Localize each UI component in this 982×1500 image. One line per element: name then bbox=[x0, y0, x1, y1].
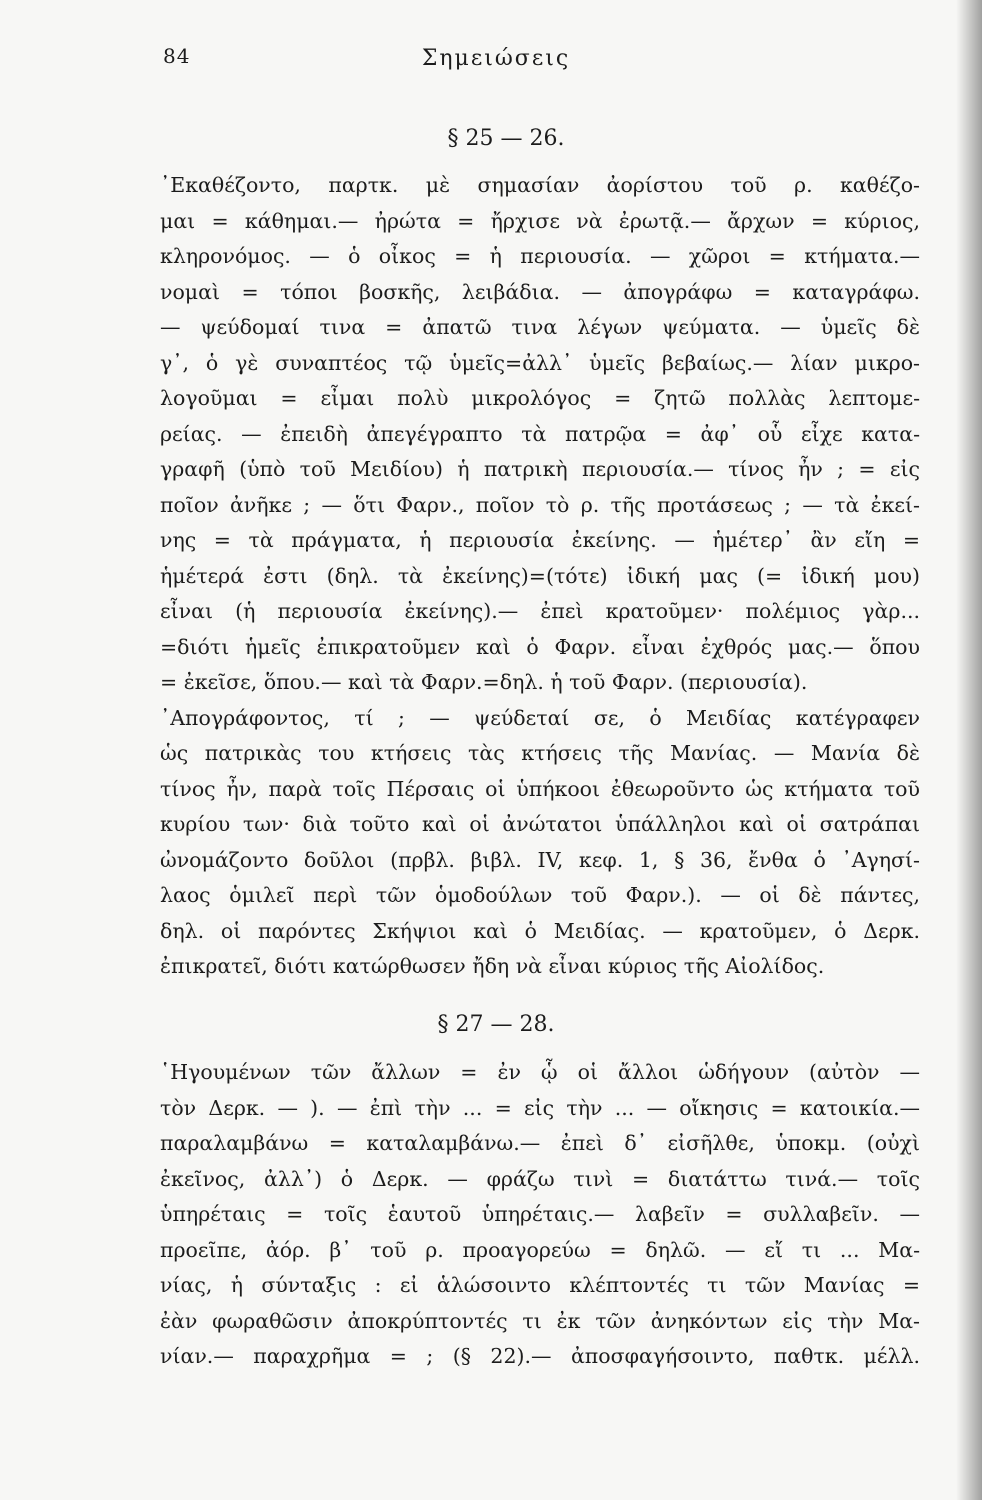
text-line: γ᾽, ὁ γὲ συναπτέος τῷ ὑμεῖς=ἀλλ᾽ ὑμεῖς βεβαίως.— λίαν μικρο- bbox=[160, 350, 920, 375]
notes-block-25-26 bbox=[160, 168, 920, 985]
text-line: ῾Ηγουμένων τῶν ἄλλων = ἐν ᾧ οἱ ἄλλοι ὡδήγουν (αὐτὸν — bbox=[160, 1060, 920, 1084]
running-title: Σημειώσεις bbox=[421, 46, 571, 71]
text-line: ᾽Απογράφοντος, τί ; — ψεύδεταί σε, ὁ Μειδίας κατέγραφεν bbox=[160, 705, 920, 730]
text-line: ὑπηρέταις = τοῖς ἑαυτοῦ ὑπηρέταις.— λαβεῖν = συλλαβεῖν. — bbox=[160, 1202, 920, 1226]
text-line: προεῖπε, ἀόρ. β᾽ τοῦ ρ. προαγορεύω = δηλῶ. — εἴ τι ... Μα- bbox=[160, 1237, 920, 1262]
text-line: ἐὰν φωραθῶσιν ἀποκρύπτοντές τι ἐκ τῶν ἀνηκόντων εἰς τὴν Μα- bbox=[160, 1308, 920, 1333]
text-line: νίας, ἡ σύνταξις : εἰ ἁλώσοιντο κλέπτοντές τι τῶν Μανίας = bbox=[160, 1273, 920, 1297]
text-line: ὠνομάζοντο δοῦλοι (πρβλ. βιβλ. IV, κεφ. 1, § 36, ἔνθα ὁ ᾽Αγησί- bbox=[160, 847, 920, 872]
text-line: ᾽Εκαθέζοντο, παρτκ. μὲ σημασίαν ἀορίστου τοῦ ρ. καθέζο- bbox=[160, 173, 920, 197]
text-line: εἶναι (ἡ περιουσία ἐκείνης).— ἐπεὶ κρατοῦμεν· πολέμιος γὰρ... bbox=[160, 599, 920, 623]
section-heading-25-26: § 25 — 26. bbox=[447, 126, 565, 151]
text-line: ὡς πατρικὰς του κτήσεις τὰς κτήσεις τῆς Μανίας. — Μανία δὲ bbox=[160, 741, 920, 765]
text-line: τὸν Δερκ. — ). — ἐπὶ τὴν ... = εἰς τὴν ... — οἴκησις = κατοικία.— bbox=[160, 1095, 920, 1120]
text-line: νίαν.— παραχρῆμα = ; (§ 22).— ἀποσφαγήσοιντο, παθτκ. μέλλ. bbox=[160, 1344, 920, 1368]
text-line: ἐκεῖνος, ἀλλ᾽) ὁ Δερκ. — φράζω τινὶ = διατάττω τινά.— τοῖς bbox=[160, 1166, 920, 1191]
text-line: παραλαμβάνω = καταλαμβάνω.— ἐπεὶ δ᾽ εἰσῆλθε, ὑποκμ. (οὐχὶ bbox=[160, 1131, 920, 1155]
text-line: τίνος ἦν, παρὰ τοῖς Πέρσαις οἱ ὑπήκοοι ἐθεωροῦντο ὡς κτήματα τοῦ bbox=[160, 776, 920, 801]
notes-block-27-28 bbox=[160, 1055, 920, 1375]
text-line: μαι = κάθημαι.— ἠρώτα = ἤρχισε νὰ ἐρωτᾷ.— ἄρχων = κύριος, bbox=[160, 208, 920, 233]
text-line: ρείας. — ἐπειδὴ ἀπεγέγραπτο τὰ πατρῷα = ἀφ᾽ οὗ εἶχε κατα- bbox=[160, 421, 920, 446]
text-line: ἡμέτερά ἐστι (δηλ. τὰ ἐκείνης)=(τότε) ἰδική μας (= ἰδική μου) bbox=[160, 563, 920, 588]
text-line: λαος ὁμιλεῖ περὶ τῶν ὁμοδούλων τοῦ Φαρν.). — οἱ δὲ πάντες, bbox=[160, 883, 920, 907]
text-line: γραφῆ (ὑπὸ τοῦ Μειδίου) ἡ πατρικὴ περιουσία.— τίνος ἦν ; = εἰς bbox=[160, 457, 920, 481]
section-heading-27-28: § 27 — 28. bbox=[437, 1012, 555, 1037]
page-binding-shadow bbox=[956, 0, 982, 1500]
text-line: =διότι ἡμεῖς ἐπικρατοῦμεν καὶ ὁ Φαρν. εἶναι ἐχθρός μας.— ὅπου bbox=[160, 634, 920, 659]
text-line: δηλ. οἱ παρόντες Σκήψιοι καὶ ὁ Μειδίας. — κρατοῦμεν, ὁ Δερκ. bbox=[160, 918, 920, 943]
text-line: νης = τὰ πράγματα, ἡ περιουσία ἐκείνης. — ἡμέτερ᾽ ἂν εἴη = bbox=[160, 528, 920, 552]
text-line: — ψεύδομαί τινα = ἀπατῶ τινα λέγων ψεύματα. — ὑμεῖς δὲ bbox=[160, 315, 920, 339]
text-line: λογοῦμαι = εἶμαι πολὺ μικρολόγος = ζητῶ πολλὰς λεπτομε- bbox=[160, 386, 920, 410]
text-line: κυρίου των· διὰ τοῦτο καὶ οἱ ἀνώτατοι ὑπάλληλοι καὶ οἱ σατράπαι bbox=[160, 812, 920, 836]
page-number: 84 bbox=[163, 44, 191, 68]
text-line: νομαὶ = τόποι βοσκῆς, λειβάδια. — ἀπογράφω = καταγράφω. bbox=[160, 279, 920, 304]
text-line: κληρονόμος. — ὁ οἶκος = ἡ περιουσία. — χῶροι = κτήματα.— bbox=[160, 244, 920, 268]
text-line: ἐπικρατεῖ, διότι κατώρθωσεν ἤδη νὰ εἶναι κύριος τῆς Αἰολίδος. bbox=[160, 954, 825, 978]
text-line: = ἐκεῖσε, ὅπου.— καὶ τὰ Φαρν.=δηλ. ἡ τοῦ Φαρν. (περιουσία). bbox=[160, 670, 808, 694]
text-line: ποῖον ἀνῆκε ; — ὅτι Φαρν., ποῖον τὸ ρ. τῆς προτάσεως ; — τὰ ἐκεί- bbox=[160, 492, 920, 517]
